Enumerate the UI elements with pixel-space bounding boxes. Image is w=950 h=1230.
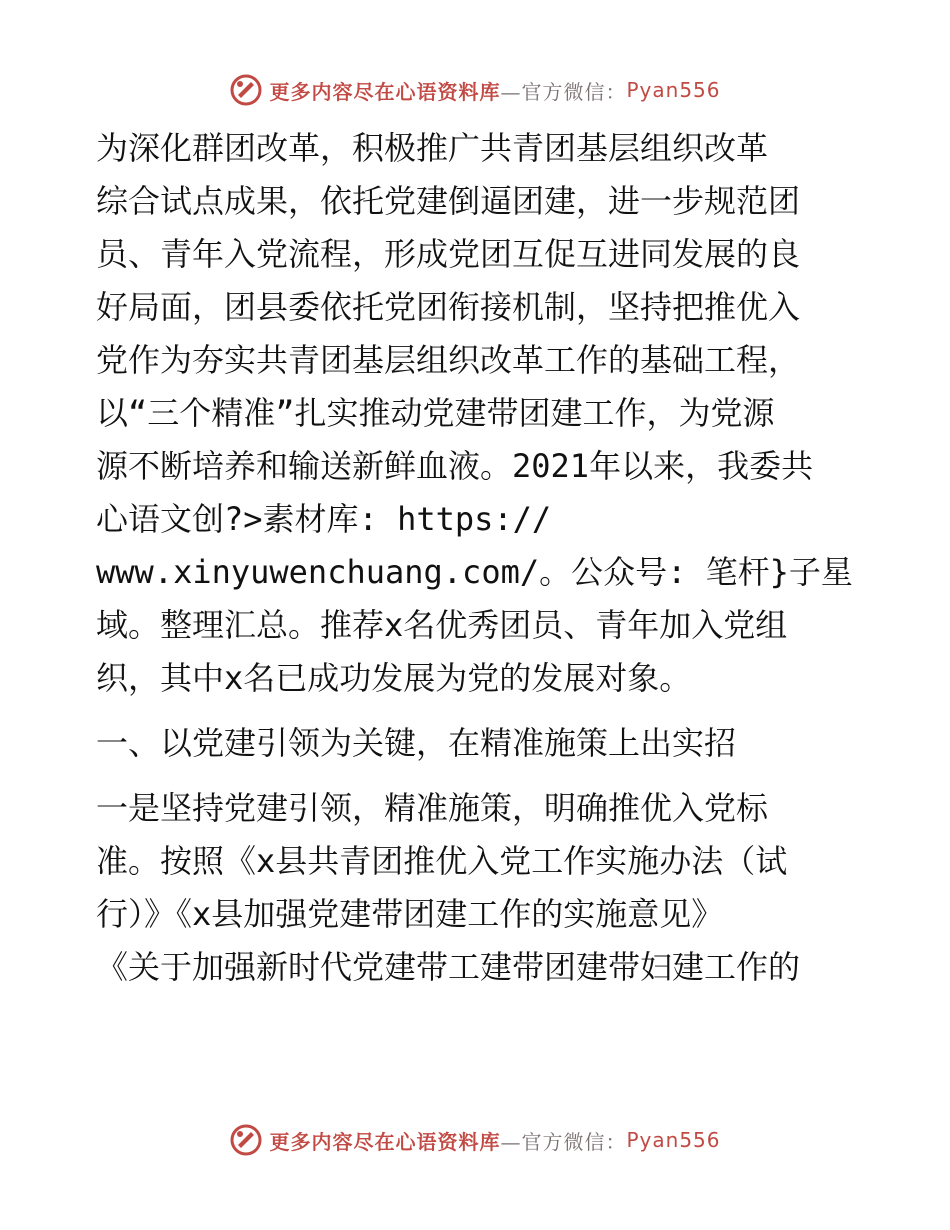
- library-logo-icon: [229, 1123, 263, 1157]
- text-line: 行）》《x县加强党建带团建工作的实施意见》: [96, 895, 724, 933]
- watermark-wechat-id: Pyan556: [626, 1128, 721, 1152]
- section-heading: [96, 717, 866, 770]
- text-line: 党作为夯实共青团基层组织改革工作的基础工程，: [96, 341, 801, 379]
- watermark-main-text: 更多内容尽在心语资料库: [269, 79, 501, 104]
- watermark-wechat-id: Pyan556: [626, 78, 721, 102]
- text-line: 为深化群团改革，积极推广共青团基层组织改革: [96, 129, 769, 167]
- document-body: [96, 122, 866, 994]
- watermark-sub-text: —官方微信：: [500, 79, 627, 104]
- text-line: 《关于加强新时代党建带工建带团建带妇建工作的: [96, 948, 801, 986]
- text-line: 域。整理汇总。推荐x名优秀团员、青年加入党组: [96, 606, 788, 644]
- text-line: 员、青年入党流程，形成党团互促互进同发展的良: [96, 235, 801, 273]
- watermark-sub-text: —官方微信：: [500, 1129, 627, 1154]
- text-line: 以“三个精准”扎实推动党建带团建工作，为党源: [96, 394, 775, 432]
- footer-watermark: [0, 1120, 950, 1160]
- library-logo-icon: [229, 73, 263, 107]
- header-watermark: [0, 70, 950, 110]
- paragraph-point-one: [96, 782, 866, 994]
- paragraph-intro: [96, 122, 866, 705]
- text-line: 好局面，团县委依托党团衔接机制，坚持把推优入: [96, 288, 801, 326]
- watermark-main-text: 更多内容尽在心语资料库: [269, 1129, 501, 1154]
- text-line: 综合试点成果，依托党建倒逼团建，进一步规范团: [96, 182, 801, 220]
- text-line: 心语文创?>素材库: https://: [96, 500, 552, 538]
- text-line: 织，其中x名已成功发展为党的发展对象。: [96, 659, 692, 697]
- text-line: 源不断培养和输送新鲜血液。2021年以来，我委共: [96, 447, 814, 485]
- heading-line: 一、以党建引领为关键，在精准施策上出实招: [96, 724, 737, 762]
- text-line: www.xinyuwenchuang.com/。公众号: 笔杆}子星: [96, 553, 853, 591]
- text-line: 准。按照《x县共青团推优入党工作实施办法（试: [96, 842, 788, 880]
- text-line: 一是坚持党建引领，精准施策，明确推优入党标: [96, 789, 769, 827]
